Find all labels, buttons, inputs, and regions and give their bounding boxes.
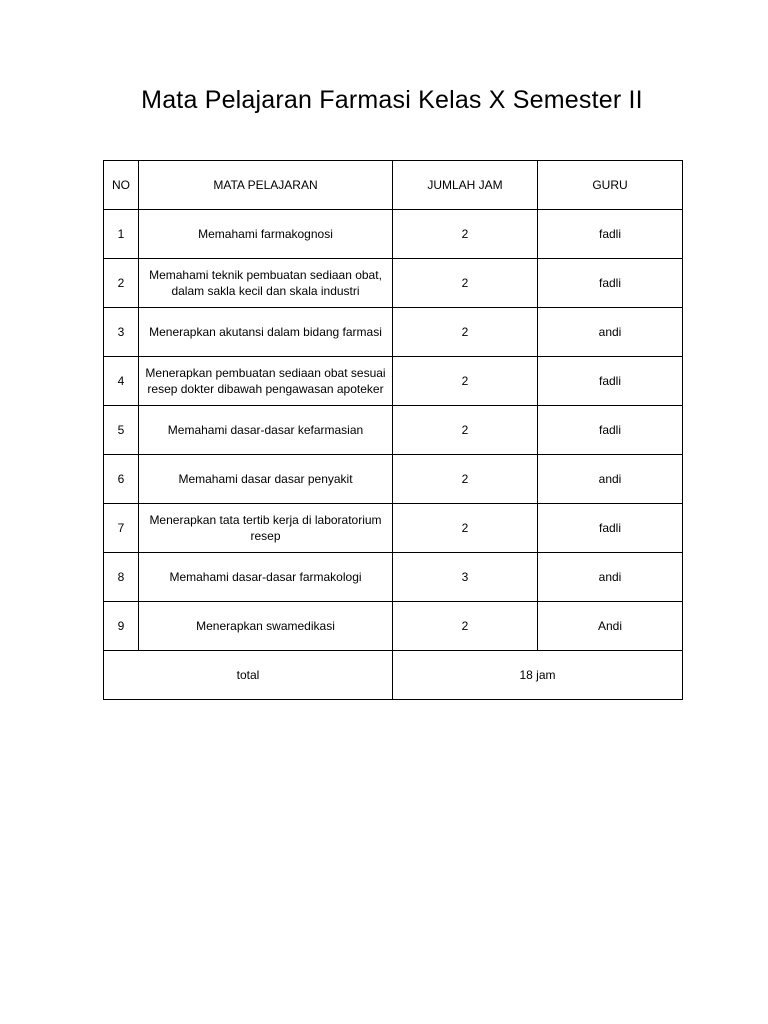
row-no: 9 [104, 602, 139, 651]
total-value: 18 jam [393, 651, 683, 700]
row-teacher: andi [538, 553, 683, 602]
row-subject: Menerapkan pembuatan sediaan obat sesuai resep dokter dibawah pengawasan apoteker [139, 357, 393, 406]
row-no: 4 [104, 357, 139, 406]
row-teacher: fadli [538, 406, 683, 455]
row-subject: Menerapkan tata tertib kerja di laboratorium resep [139, 504, 393, 553]
row-subject: Memahami farmakognosi [139, 210, 393, 259]
row-hours: 2 [393, 357, 538, 406]
row-no: 6 [104, 455, 139, 504]
row-hours: 2 [393, 210, 538, 259]
row-teacher: andi [538, 308, 683, 357]
row-hours: 2 [393, 455, 538, 504]
header-no: NO [104, 161, 139, 210]
header-hours: JUMLAH JAM [393, 161, 538, 210]
table-row [104, 602, 683, 651]
row-teacher: Andi [538, 602, 683, 651]
table-row [104, 259, 683, 308]
row-teacher: fadli [538, 210, 683, 259]
table-header-row [104, 161, 683, 210]
row-teacher: fadli [538, 357, 683, 406]
row-hours: 3 [393, 553, 538, 602]
table-row [104, 455, 683, 504]
row-teacher: fadli [538, 259, 683, 308]
page-title: Mata Pelajaran Farmasi Kelas X Semester II [141, 86, 643, 114]
row-hours: 2 [393, 504, 538, 553]
header-teacher: GURU [538, 161, 683, 210]
header-subject: MATA PELAJARAN [139, 161, 393, 210]
table-total-row [104, 651, 683, 700]
table-row [104, 357, 683, 406]
row-no: 8 [104, 553, 139, 602]
table-row [104, 406, 683, 455]
table-row [104, 308, 683, 357]
row-hours: 2 [393, 406, 538, 455]
row-hours: 2 [393, 308, 538, 357]
row-subject: Memahami dasar-dasar kefarmasian [139, 406, 393, 455]
row-teacher: fadli [538, 504, 683, 553]
row-no: 2 [104, 259, 139, 308]
row-teacher: andi [538, 455, 683, 504]
row-subject: Memahami dasar dasar penyakit [139, 455, 393, 504]
table-row [104, 504, 683, 553]
row-subject: Menerapkan swamedikasi [139, 602, 393, 651]
row-subject: Menerapkan akutansi dalam bidang farmasi [139, 308, 393, 357]
row-no: 3 [104, 308, 139, 357]
row-no: 5 [104, 406, 139, 455]
row-subject: Memahami dasar-dasar farmakologi [139, 553, 393, 602]
table-row [104, 553, 683, 602]
table-row [104, 210, 683, 259]
row-no: 1 [104, 210, 139, 259]
row-hours: 2 [393, 259, 538, 308]
total-label: total [104, 651, 393, 700]
row-no: 7 [104, 504, 139, 553]
row-hours: 2 [393, 602, 538, 651]
row-subject: Memahami teknik pembuatan sediaan obat, dalam sakla kecil dan skala industri [139, 259, 393, 308]
subject-table [103, 160, 683, 700]
